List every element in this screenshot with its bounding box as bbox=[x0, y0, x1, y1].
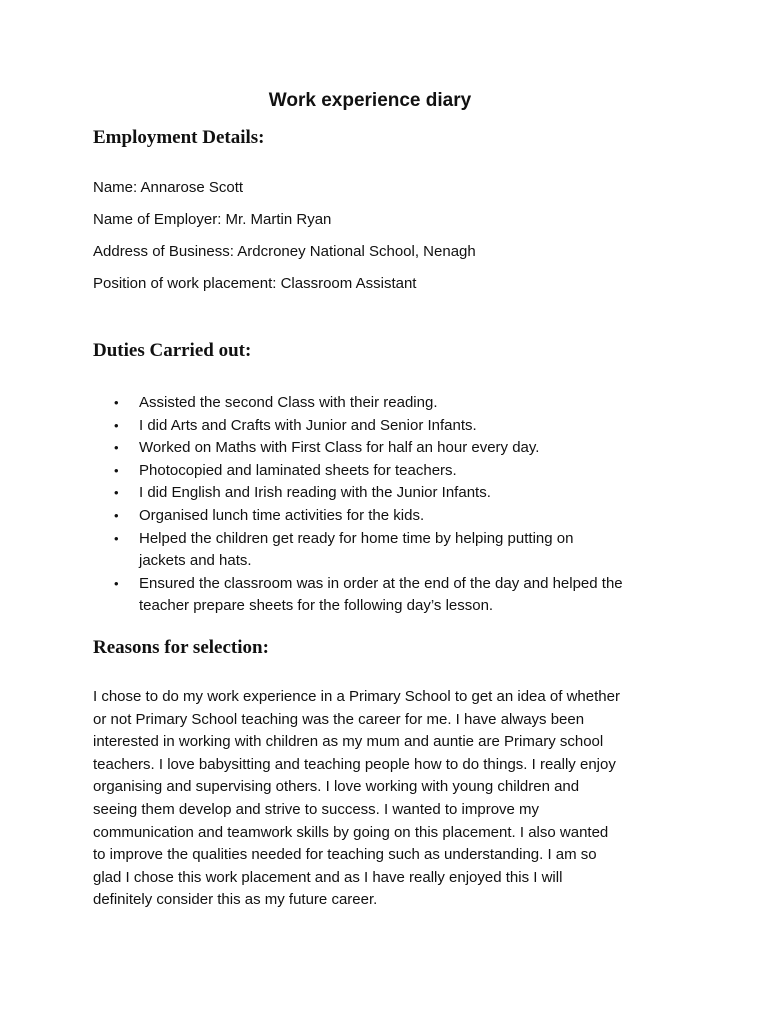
reasons-paragraph bbox=[93, 686, 693, 912]
work-placement-position: Position of work placement: Classroom Assistant bbox=[93, 275, 417, 292]
duty-item bbox=[112, 528, 702, 573]
duty-item bbox=[112, 482, 702, 505]
reasons-text-line: interested in working with children as my mum and auntie are Primary school bbox=[93, 733, 604, 751]
reasons-text-line: organising and supervising others. I love working with young children and bbox=[93, 778, 580, 796]
duty-item bbox=[112, 415, 702, 438]
employment-details-heading: Employment Details: bbox=[93, 127, 265, 148]
reasons-text-line: to improve the qualities needed for teaching such as understanding. I am so bbox=[93, 846, 597, 864]
duty-text-line: jackets and hats. bbox=[139, 552, 252, 570]
employee-name: Name: Annarose Scott bbox=[93, 179, 244, 196]
duty-text-line: teacher prepare sheets for the following day’s lesson. bbox=[139, 597, 494, 615]
reasons-text-line: communication and teamwork skills by going on this placement. I also wanted bbox=[93, 823, 609, 841]
bullet-icon: • bbox=[114, 440, 119, 456]
reasons-text-line: teachers. I love babysitting and teaching people how to do things. I really enjoy bbox=[93, 755, 616, 773]
duty-item bbox=[112, 505, 702, 528]
reasons-text-line: I chose to do my work experience in a Primary School to get an idea of whether bbox=[93, 688, 620, 705]
document-title: Work experience diary bbox=[268, 90, 472, 111]
duty-text-line: Organised lunch time activities for the kids. bbox=[139, 506, 425, 524]
bullet-icon: • bbox=[114, 530, 119, 546]
duties-heading: Duties Carried out: bbox=[93, 340, 252, 361]
duty-item bbox=[112, 460, 702, 483]
reasons-text-line: glad I chose this work placement and as I have really enjoyed this I will bbox=[93, 868, 563, 886]
duty-item bbox=[112, 437, 702, 460]
bullet-icon: • bbox=[114, 575, 119, 591]
bullet-icon: • bbox=[114, 395, 119, 410]
bullet-icon: • bbox=[114, 462, 119, 478]
reasons-text-line: seeing them develop and strive to success. I wanted to improve my bbox=[93, 800, 540, 818]
employer-name: Name of Employer: Mr. Martin Ryan bbox=[93, 211, 332, 228]
reasons-text-line: or not Primary School teaching was the career for me. I have always been bbox=[93, 710, 585, 728]
bullet-icon: • bbox=[114, 485, 119, 501]
duty-text-line: Photocopied and laminated sheets for teachers. bbox=[139, 461, 457, 479]
reasons-heading: Reasons for selection: bbox=[93, 637, 269, 658]
duties-list bbox=[112, 392, 702, 618]
duty-item bbox=[112, 392, 702, 415]
duty-text-line: I did Arts and Crafts with Junior and Senior Infants. bbox=[139, 416, 477, 434]
duty-text-line: Helped the children get ready for home time by helping putting on bbox=[139, 529, 574, 547]
duty-item bbox=[112, 573, 702, 618]
business-address: Address of Business: Ardcroney National School, Nenagh bbox=[93, 243, 476, 260]
duty-text-line: I did English and Irish reading with the Junior Infants. bbox=[139, 484, 491, 502]
bullet-icon: • bbox=[114, 417, 119, 433]
duty-text-line: Assisted the second Class with their reading. bbox=[139, 394, 438, 411]
reasons-text-line: definitely consider this as my future career. bbox=[93, 891, 378, 909]
duty-text-line: Ensured the classroom was in order at the end of the day and helped the bbox=[139, 574, 623, 592]
bullet-icon: • bbox=[114, 507, 119, 523]
duty-text-line: Worked on Maths with First Class for half an hour every day. bbox=[139, 439, 540, 457]
